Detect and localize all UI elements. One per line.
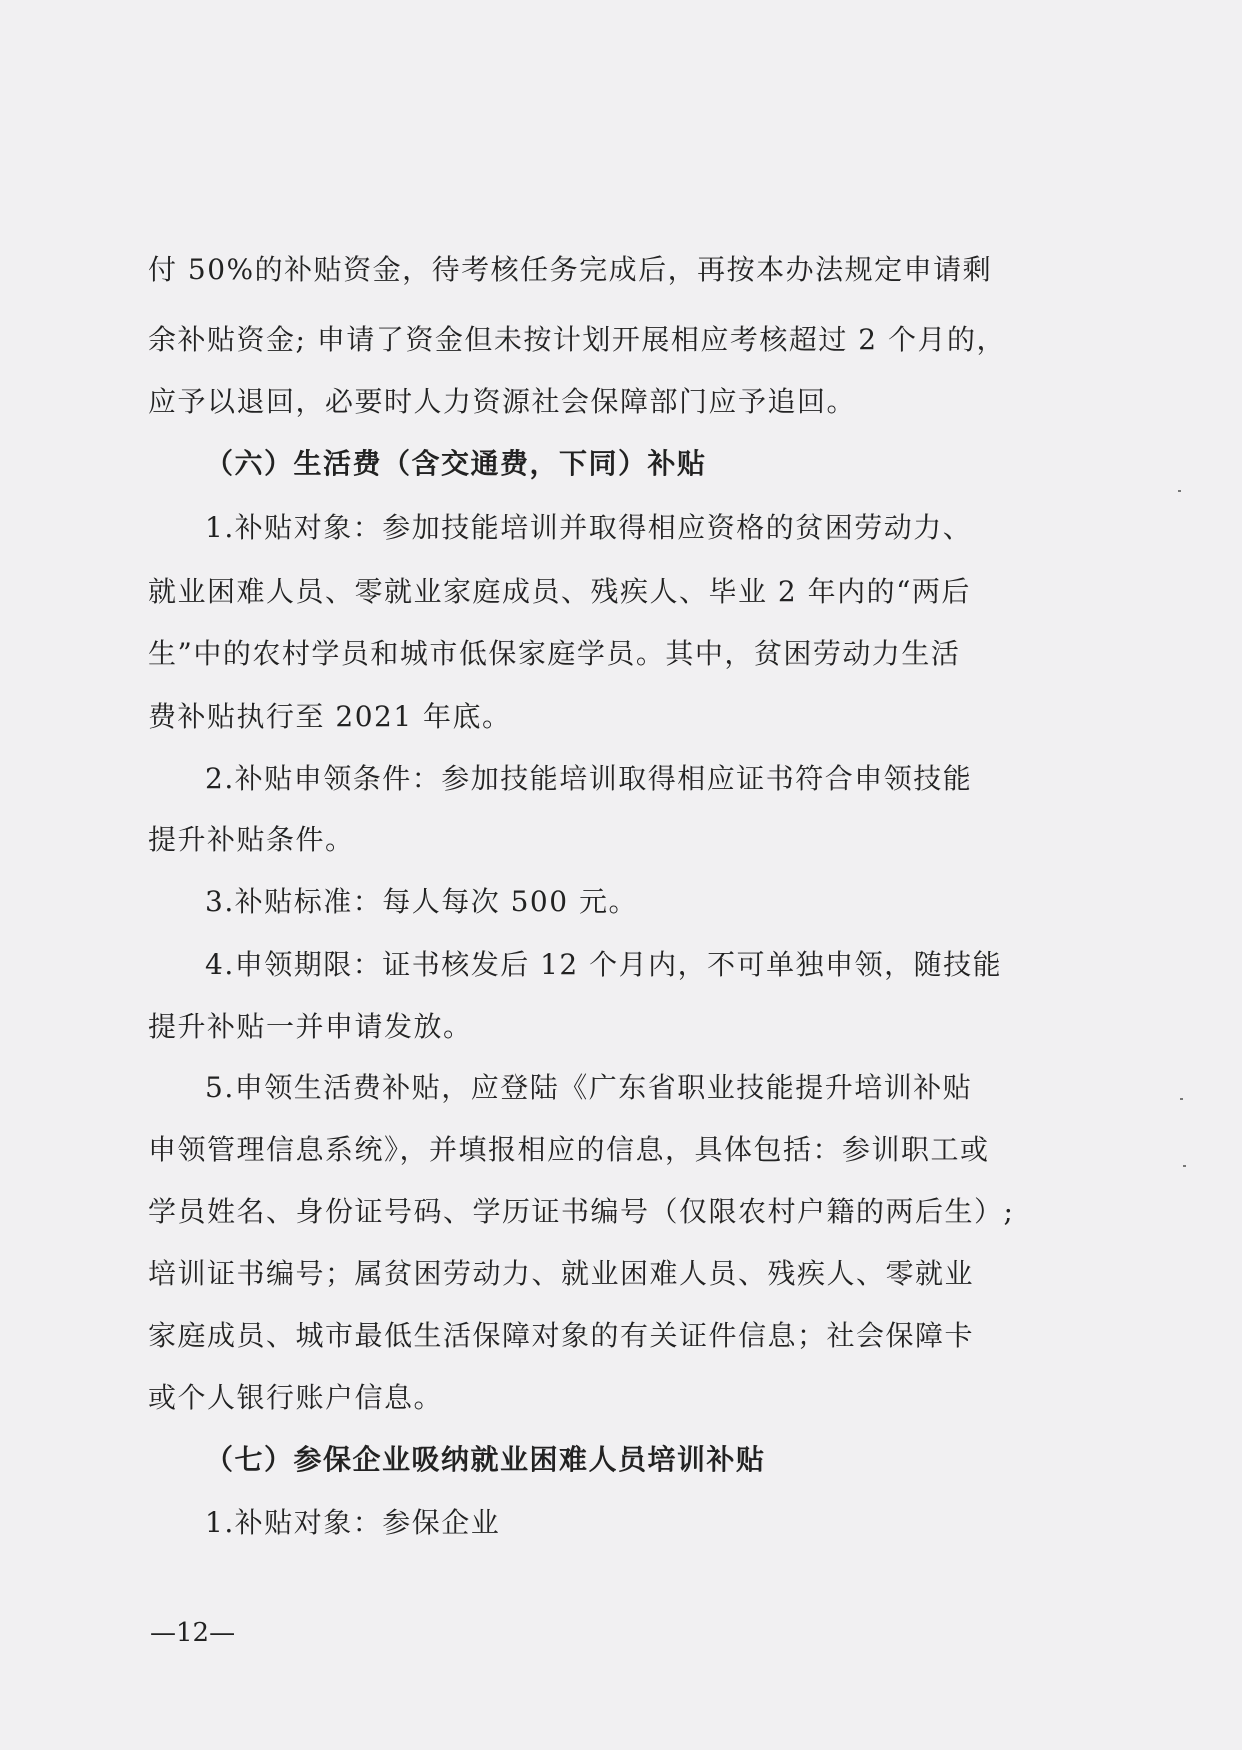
page-number: —12— — [150, 1618, 236, 1648]
body-line: 家庭成员、城市最低生活保障对象的有关证件信息；社会保障卡 — [148, 1319, 975, 1352]
body-line: 4.申领期限：证书核发后 12 个月内，不可单独申领，随技能 — [205, 948, 1003, 981]
body-line: 3.补贴标准：每人每次 500 元。 — [205, 885, 638, 918]
body-line: 培训证书编号；属贫困劳动力、就业困难人员、残疾人、零就业 — [148, 1257, 975, 1290]
section-heading: （六）生活费（含交通费，下同）补贴 — [205, 447, 707, 480]
body-line: 提升补贴条件。 — [148, 823, 355, 856]
body-line: 余补贴资金; 申请了资金但未按计划开展相应考核超过 2 个月的， — [148, 323, 1006, 356]
body-line: 5.申领生活费补贴，应登陆《广东省职业技能提升培训补贴 — [205, 1071, 973, 1104]
body-line: 生”中的农村学员和城市低保家庭学员。其中，贫困劳动力生活 — [148, 637, 961, 670]
body-line: 应予以退回，必要时人力资源社会保障部门应予追回。 — [148, 385, 857, 418]
body-line: 就业困难人员、零就业家庭成员、残疾人、毕业 2 年内的“两后 — [148, 575, 971, 608]
scan-speck — [1180, 1098, 1183, 1100]
scan-speck — [1178, 490, 1181, 492]
body-line: 申领管理信息系统》，并填报相应的信息，具体包括：参训职工或 — [148, 1133, 990, 1166]
body-line: 付 50%的补贴资金，待考核任务完成后，再按本办法规定申请剩 — [148, 253, 993, 286]
body-line: 学员姓名、身份证号码、学历证书编号（仅限农村户籍的两后生）; — [148, 1195, 1015, 1228]
body-line: 费补贴执行至 2021 年底。 — [148, 700, 512, 733]
body-line: 提升补贴一并申请发放。 — [148, 1010, 473, 1043]
body-line: 或个人银行账户信息。 — [148, 1381, 444, 1414]
body-line: 2.补贴申领条件：参加技能培训取得相应证书符合申领技能 — [205, 762, 973, 795]
body-line: 1.补贴对象：参加技能培训并取得相应资格的贫困劳动力、 — [205, 511, 973, 544]
scan-speck — [1183, 1165, 1186, 1167]
body-line: 1.补贴对象：参保企业 — [205, 1506, 501, 1539]
section-heading: （七）参保企业吸纳就业困难人员培训补贴 — [205, 1443, 766, 1476]
